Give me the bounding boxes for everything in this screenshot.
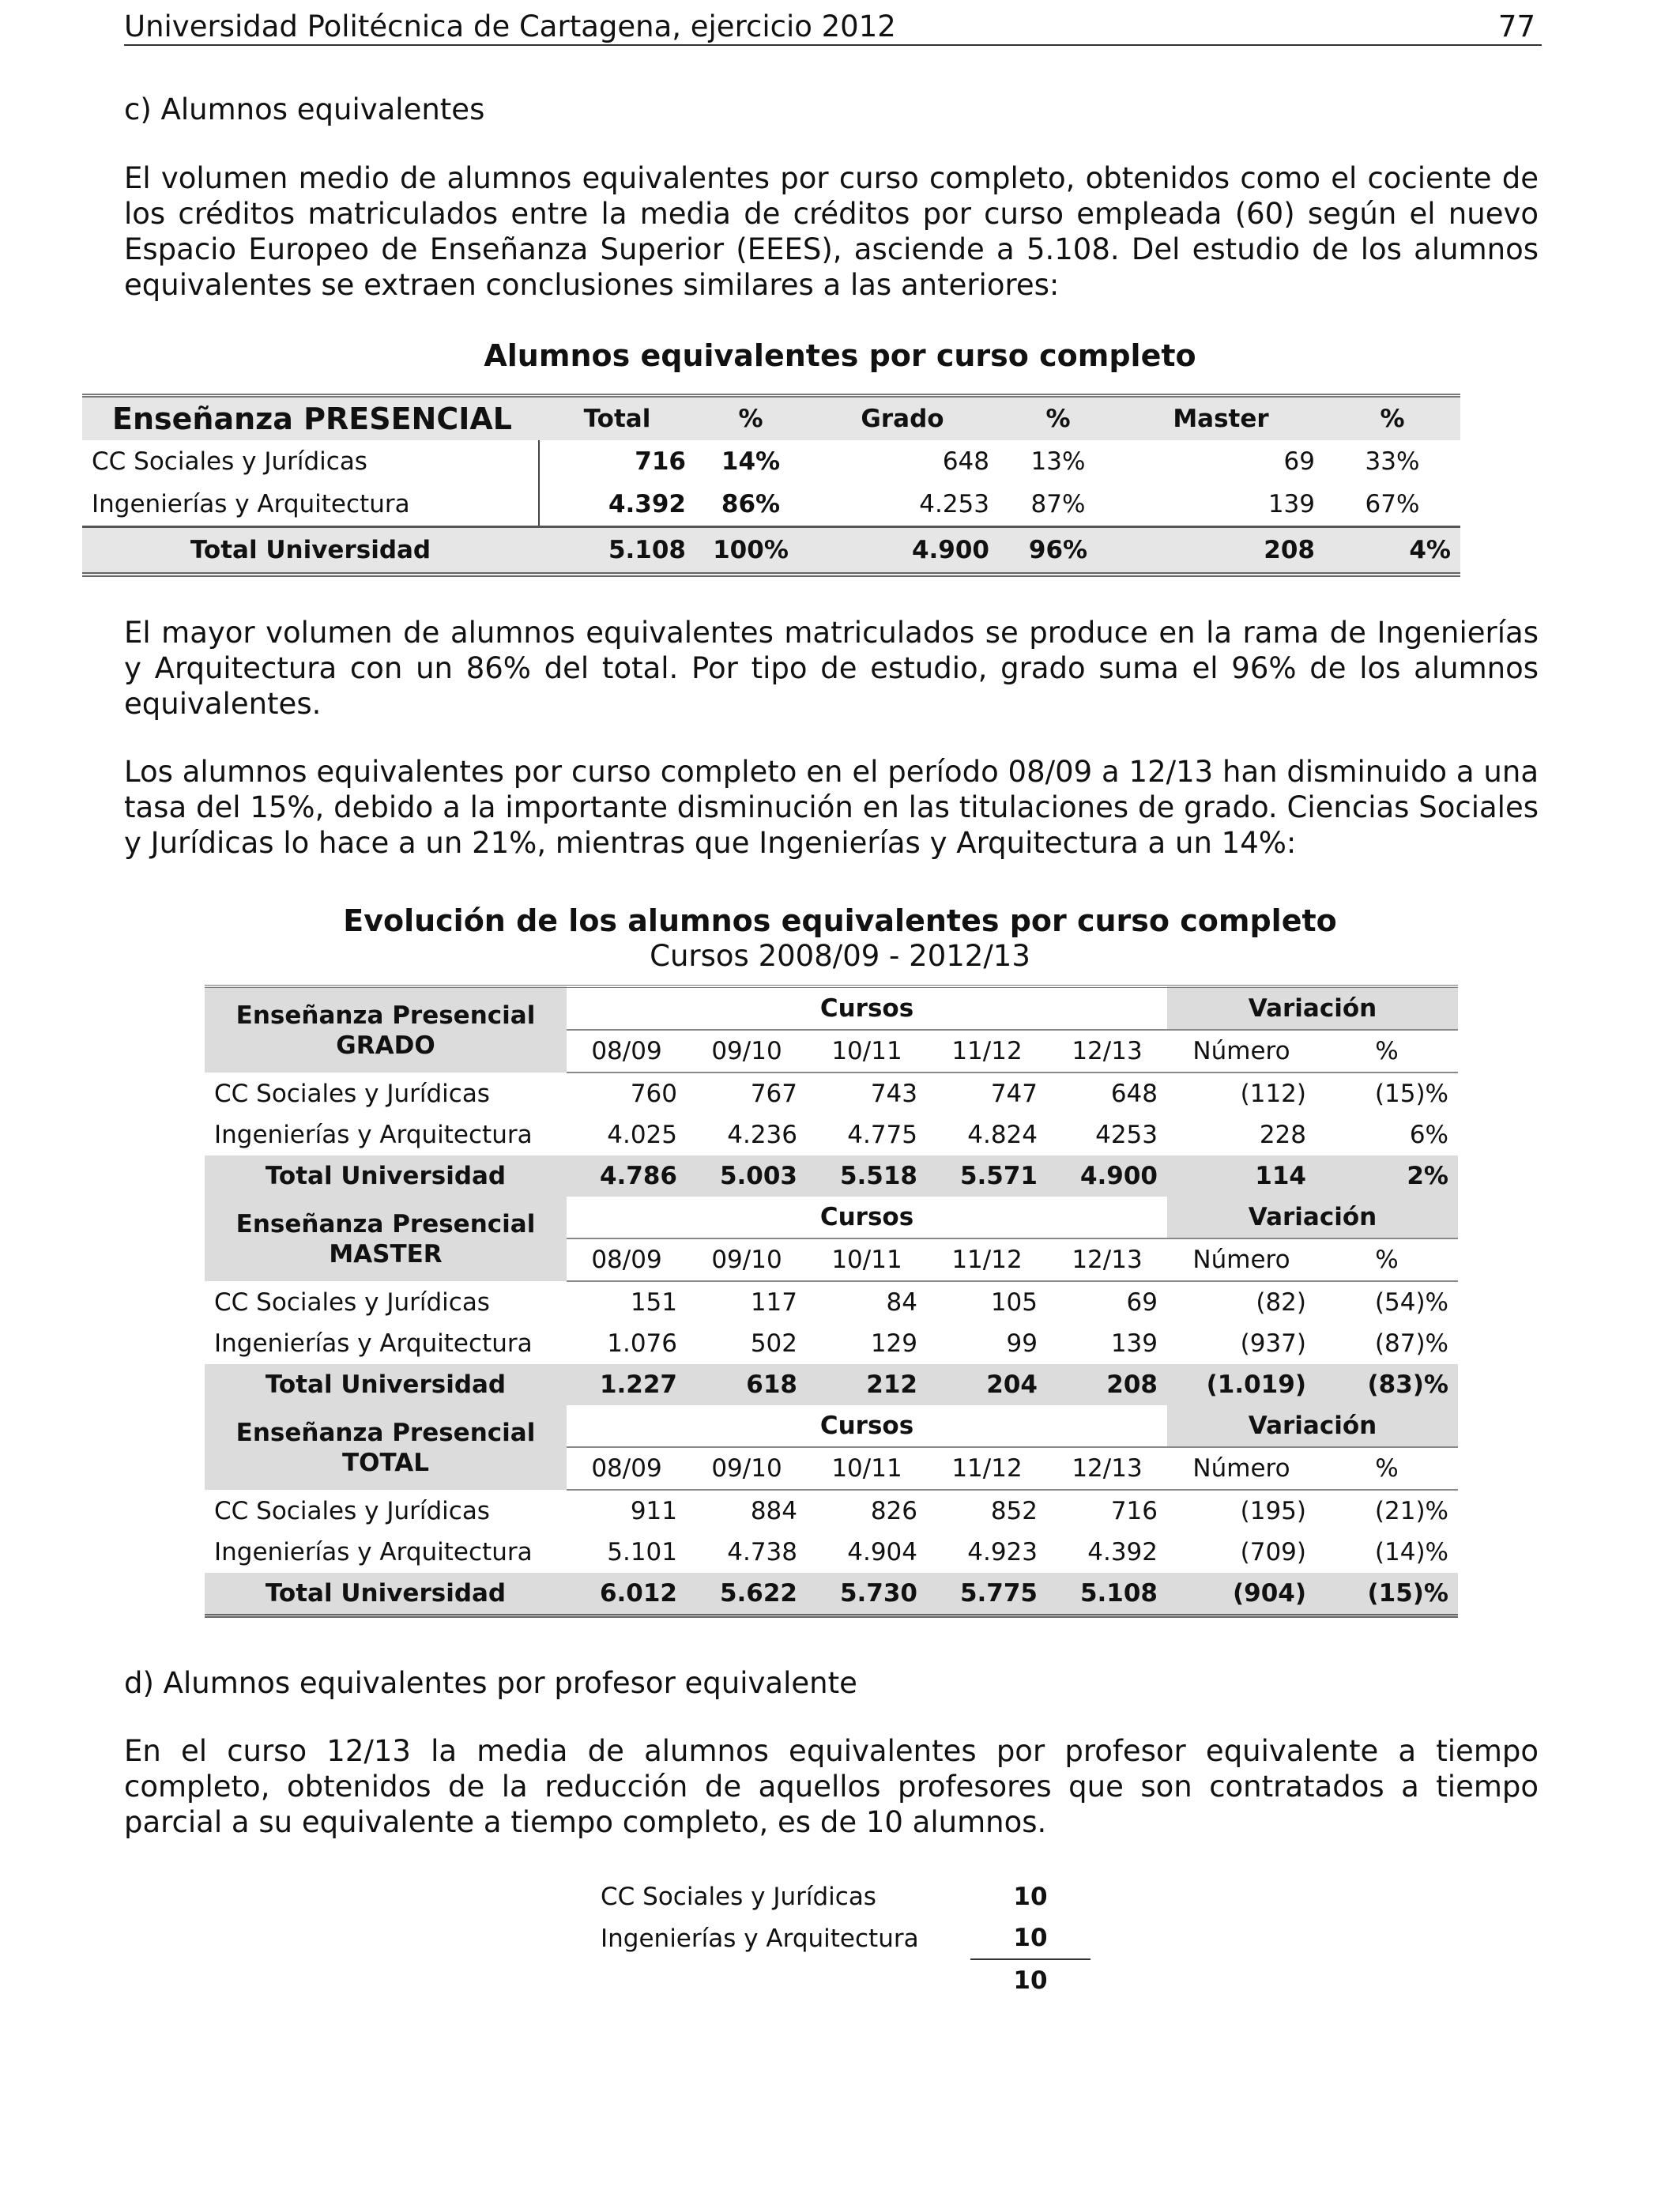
table2-title: Evolución de los alumnos equivalentes por curso completo	[343, 903, 1337, 938]
table-row	[205, 1281, 1458, 1323]
cell: (937)	[1240, 1329, 1306, 1358]
cell: 4.786	[567, 1155, 687, 1197]
cell: 5.108	[1047, 1573, 1167, 1616]
year-header: 10/11	[807, 1030, 927, 1072]
year-header: 10/11	[807, 1238, 927, 1281]
table-row	[205, 1532, 1458, 1573]
year-header: 12/13	[1047, 1238, 1167, 1281]
cell: (709)	[1240, 1538, 1306, 1566]
cell: 4.025	[607, 1121, 677, 1149]
total-label: Total Universidad	[205, 1364, 567, 1405]
cell: 2%	[1316, 1155, 1458, 1197]
cell: 204	[927, 1364, 1047, 1405]
cell: 96%	[999, 527, 1117, 575]
cell: 1.227	[567, 1364, 687, 1405]
group-header-line1: Enseñanza Presencial	[235, 1209, 536, 1238]
cell: 13%	[1030, 447, 1086, 476]
row-label: Ingenierías y Arquitectura	[214, 1329, 533, 1358]
table-row	[205, 1114, 1458, 1155]
cell: 84	[886, 1288, 917, 1317]
cell: 4.923	[967, 1538, 1038, 1566]
table-alumnos-por-profesor	[591, 1876, 1090, 2001]
row-label: CC Sociales y Jurídicas	[214, 1079, 490, 1108]
table-row	[205, 1323, 1458, 1364]
table-row	[82, 483, 1460, 527]
row-label: Ingenierías y Arquitectura	[92, 490, 410, 518]
cell: 4253	[1095, 1121, 1158, 1149]
year-header: 12/13	[1047, 1447, 1167, 1490]
year-header: 09/10	[687, 1238, 807, 1281]
cell: 5.101	[607, 1538, 677, 1566]
year-header: 09/10	[687, 1030, 807, 1072]
year-header: 08/09	[567, 1030, 687, 1072]
group-header	[205, 986, 567, 1072]
cursos-header: Cursos	[567, 986, 1167, 1030]
header-grado: Grado	[806, 396, 999, 441]
cell: 4.392	[539, 483, 695, 527]
total-row	[205, 1364, 1458, 1405]
cursos-header: Cursos	[819, 1412, 914, 1440]
cell: (15)%	[1374, 1080, 1448, 1108]
table-row	[591, 1876, 1090, 1917]
cell: 14%	[721, 447, 781, 476]
group-header	[205, 1405, 567, 1490]
variacion-header: Variación	[1167, 986, 1458, 1030]
cell: (83)%	[1316, 1364, 1458, 1405]
year-header: 09/10	[687, 1447, 807, 1490]
page-header	[124, 5, 1542, 46]
table-row	[205, 1072, 1458, 1114]
section-c-heading: c) Alumnos equivalentes	[124, 92, 485, 126]
cell: 4.904	[847, 1538, 917, 1566]
pct-header: %	[1316, 1030, 1458, 1072]
table-evolucion	[205, 985, 1458, 1618]
total-label: Total Universidad	[205, 1155, 567, 1197]
numero-header: Número	[1167, 1030, 1316, 1072]
row-label: Ingenierías y Arquitectura	[601, 1924, 919, 1953]
cell: 747	[990, 1080, 1038, 1108]
cell: (82)	[1256, 1288, 1306, 1317]
header-pct: %	[695, 396, 806, 441]
cell: 10	[1013, 1924, 1048, 1952]
cell: 86%	[721, 490, 781, 518]
cell: 760	[630, 1080, 677, 1108]
numero-header: Número	[1167, 1447, 1316, 1490]
header-title: Universidad Politécnica de Cartagena, ejercicio 2012	[124, 9, 896, 43]
cell: 5.518	[807, 1155, 927, 1197]
year-header: 10/11	[807, 1447, 927, 1490]
cell: 502	[750, 1329, 797, 1358]
header-pct: %	[999, 396, 1117, 441]
cell: 69	[1283, 447, 1315, 476]
header-master: Master	[1117, 396, 1324, 441]
table-row	[82, 440, 1460, 483]
total-label: Total Universidad	[82, 527, 539, 575]
cell: 852	[990, 1497, 1038, 1525]
row-label: CC Sociales y Jurídicas	[214, 1287, 490, 1317]
section-c-paragraph-2: El mayor volumen de alumnos equivalentes matriculados se produce en la rama de Ingenierías y Arquitectura con un 86% del total. Por tipo de estudio, grado suma el 96% de los alumnos equivalentes.	[124, 616, 1539, 721]
cell: 4.392	[1087, 1538, 1158, 1566]
cell: 129	[870, 1329, 917, 1358]
year-header: 11/12	[927, 1238, 1047, 1281]
group-header-line1: Enseñanza Presencial	[235, 1418, 536, 1447]
group-header-line2: MASTER	[329, 1239, 443, 1269]
block-header-row	[205, 986, 1458, 1030]
total-row	[82, 527, 1460, 575]
cell: 767	[750, 1080, 797, 1108]
cell: 743	[870, 1080, 917, 1108]
row-label: Ingenierías y Arquitectura	[214, 1121, 533, 1149]
header-total: Total	[539, 396, 695, 441]
cell: 648	[1110, 1080, 1158, 1108]
cell: (87)%	[1374, 1329, 1448, 1358]
header-ensenanza: Enseñanza PRESENCIAL	[82, 396, 539, 441]
cell: 208	[1047, 1364, 1167, 1405]
total-row	[205, 1155, 1458, 1197]
cell: 4.824	[967, 1121, 1038, 1149]
numero-header: Número	[1167, 1238, 1316, 1281]
cell: 212	[807, 1364, 927, 1405]
section-c-paragraph-1: El volumen medio de alumnos equivalentes por curso completo, obtenidos como el cociente de los créditos matriculados entre la media de créditos por curso empleada (60) según el nuevo Espacio Europeo de Enseñanza Superior (EEES), asciende a 5.108. Del estudio de los alumnos equivalentes se extraen conclusiones similares a las anteriores:	[124, 161, 1539, 302]
table-row	[591, 1917, 1090, 1959]
year-header: 12/13	[1047, 1030, 1167, 1072]
cell: 618	[687, 1364, 807, 1405]
cell: 4.900	[1047, 1155, 1167, 1197]
cell: (21)%	[1374, 1497, 1448, 1525]
cell: 4.253	[919, 490, 989, 518]
year-header: 08/09	[567, 1447, 687, 1490]
cell: (904)	[1167, 1573, 1316, 1616]
table2-subtitle: Cursos 2008/09 - 2012/13	[650, 939, 1030, 973]
row-label: Ingenierías y Arquitectura	[214, 1538, 533, 1566]
variacion-header: Variación	[1167, 1405, 1458, 1447]
cell: (1.019)	[1167, 1364, 1316, 1405]
cell: 151	[630, 1288, 677, 1317]
cell: (195)	[1240, 1497, 1306, 1525]
table-header-row	[82, 396, 1460, 441]
cell: 648	[942, 447, 989, 476]
year-header: 11/12	[927, 1447, 1047, 1490]
table-alumnos-equivalentes	[82, 394, 1460, 577]
cell: 884	[750, 1497, 797, 1525]
year-header: 08/09	[567, 1238, 687, 1281]
spacer	[591, 1959, 970, 2001]
cell: 826	[870, 1497, 917, 1525]
cell: 117	[750, 1288, 797, 1317]
block-header-row	[205, 1405, 1458, 1447]
group-header-line2: GRADO	[336, 1031, 435, 1060]
cell: 5.571	[927, 1155, 1047, 1197]
cell: 716	[539, 440, 695, 483]
cell: 114	[1167, 1155, 1316, 1197]
cell: 4.775	[847, 1121, 917, 1149]
cell: 99	[1006, 1329, 1038, 1358]
group-header	[205, 1197, 567, 1281]
cell: 4.900	[806, 527, 999, 575]
cursos-header: Cursos	[819, 1203, 914, 1231]
cell: 100%	[695, 527, 806, 575]
cell: 105	[990, 1288, 1038, 1317]
total-value: 10	[970, 1959, 1090, 2001]
table-row	[205, 1490, 1458, 1532]
total-row	[205, 1573, 1458, 1616]
cell: 5.108	[539, 527, 695, 575]
cell: 716	[1110, 1497, 1158, 1525]
total-row	[591, 1959, 1090, 2001]
section-d-paragraph: En el curso 12/13 la media de alumnos equivalentes por profesor equivalente a tiempo completo, obtenidos de la reducción de aquellos profesores que son contratados a tiempo parcial a su equivalente a tiempo completo, es de 10 alumnos.	[124, 1734, 1539, 1839]
cell: 69	[1126, 1288, 1158, 1317]
page-number: 77	[1497, 9, 1535, 43]
cell: 10	[1013, 1883, 1048, 1911]
cell: (15)%	[1316, 1573, 1458, 1616]
pct-header: %	[1316, 1447, 1458, 1490]
cell: 1.076	[607, 1329, 677, 1358]
cell: 87%	[1030, 490, 1086, 518]
row-label: CC Sociales y Jurídicas	[214, 1496, 490, 1525]
cell: 911	[630, 1497, 677, 1525]
group-header-line2: TOTAL	[342, 1448, 429, 1477]
cell: 4.236	[727, 1121, 797, 1149]
variacion-header: Variación	[1167, 1197, 1458, 1238]
cell: 4.738	[727, 1538, 797, 1566]
row-label: CC Sociales y Jurídicas	[601, 1883, 876, 1911]
cell: 139	[1110, 1329, 1158, 1358]
cell: 33%	[1365, 447, 1420, 476]
header-pct: %	[1324, 396, 1460, 441]
block-header-row	[205, 1197, 1458, 1238]
section-c-paragraph-3: Los alumnos equivalentes por curso completo en el período 08/09 a 12/13 han disminuido a una tasa del 15%, debido a la importante disminución en las titulaciones de grado. Ciencias Sociales y Jurídicas lo hace a un 21%, mientras que Ingenierías y Arquitectura a un 14%:	[124, 755, 1539, 860]
cell: 139	[1268, 490, 1315, 518]
cell: (14)%	[1374, 1538, 1448, 1566]
pct-header: %	[1316, 1238, 1458, 1281]
group-header-line1: Enseñanza Presencial	[235, 1001, 536, 1030]
cell: 6.012	[567, 1573, 687, 1616]
cell: 228	[1259, 1121, 1306, 1149]
cell: 5.775	[927, 1573, 1047, 1616]
section-d-heading: d) Alumnos equivalentes por profesor equivalente	[124, 1666, 857, 1700]
cell: 5.622	[687, 1573, 807, 1616]
cell: (112)	[1240, 1080, 1306, 1108]
cell: 6%	[1409, 1121, 1448, 1149]
cell: (54)%	[1374, 1288, 1448, 1317]
cell: 208	[1117, 527, 1324, 575]
cell: 5.003	[687, 1155, 807, 1197]
cell: 5.730	[807, 1573, 927, 1616]
cell: 4%	[1324, 527, 1460, 575]
cell: 67%	[1365, 490, 1420, 518]
table1-title: Alumnos equivalentes por curso completo	[484, 338, 1196, 373]
row-label: CC Sociales y Jurídicas	[92, 447, 367, 476]
total-label: Total Universidad	[205, 1573, 567, 1616]
year-header: 11/12	[927, 1030, 1047, 1072]
